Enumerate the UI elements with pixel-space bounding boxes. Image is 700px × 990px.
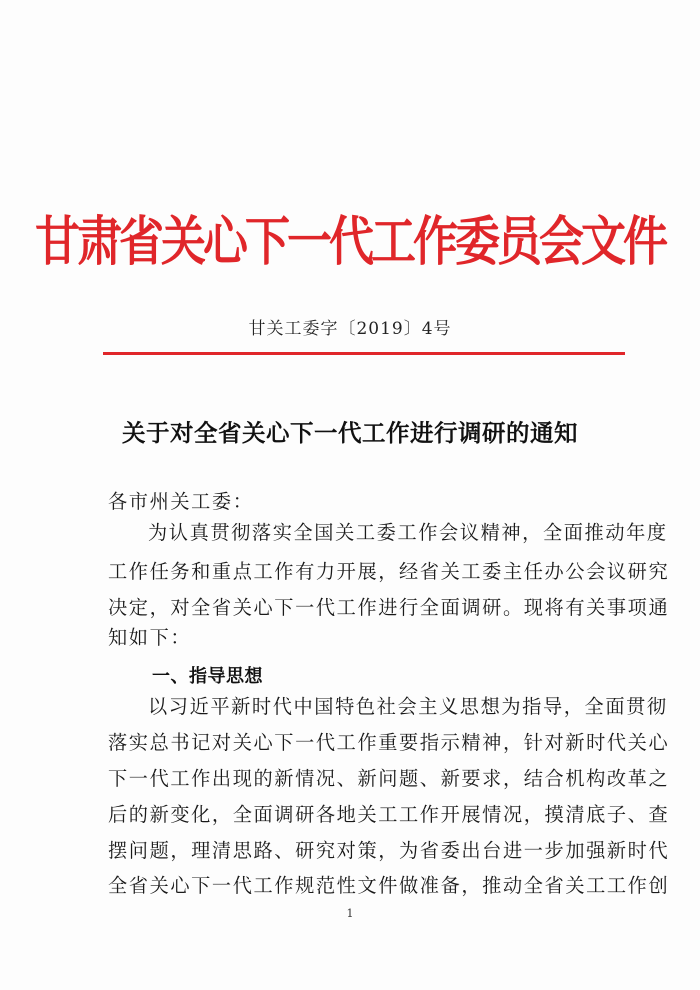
paragraph-line: 工作任务和重点工作有力开展，经省关工委主任办公会议研究 <box>108 560 670 583</box>
document-number: 甘关工委字〔2019〕4号 <box>248 319 452 339</box>
paragraph-line: 为认真贯彻落实全国关工委工作会议精神，全面推动年度 <box>148 521 668 544</box>
notice-title: 关于对全省关心下一代工作进行调研的通知 <box>122 419 578 447</box>
salutation: 各市州关工委： <box>108 490 254 513</box>
document-header-title: 甘肃省关心下一代工作委员会文件 <box>34 209 665 273</box>
paragraph-line: 以习近平新时代中国特色社会主义思想为指导，全面贯彻 <box>148 695 668 718</box>
paragraph-line: 下一代工作出现的新情况、新问题、新要求，结合机构改革之 <box>108 767 670 790</box>
paragraph-line: 后的新变化，全面调研各地关工工作开展情况，摸清底子、查 <box>108 803 670 826</box>
paragraph-line: 决定，对全省关心下一代工作进行全面调研。现将有关事项通 <box>108 596 670 619</box>
paragraph-line: 落实总书记对关心下一代工作重要指示精神，针对新时代关心 <box>108 731 670 754</box>
paragraph-line: 知如下： <box>108 626 192 649</box>
section-heading: 一、指导思想 <box>152 666 263 687</box>
red-separator-line <box>103 352 625 355</box>
paragraph-line: 摆问题，理清思路、研究对策，为省委出台进一步加强新时代 <box>108 839 670 862</box>
page-number: 1 <box>346 907 354 920</box>
paragraph-line: 全省关心下一代工作规范性文件做准备，推动全省关工工作创 <box>108 874 670 897</box>
